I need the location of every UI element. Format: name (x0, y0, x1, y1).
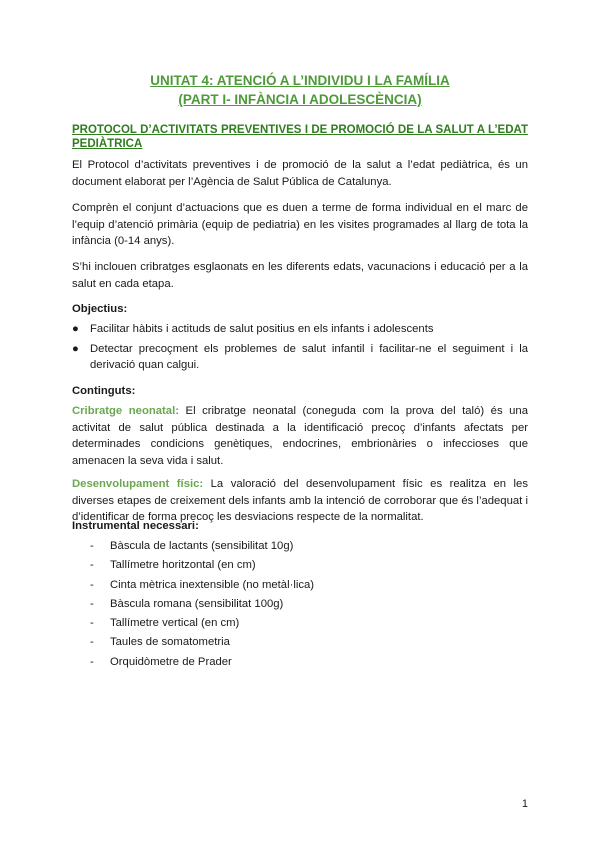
page-number: 1 (521, 798, 528, 810)
list-item-text: Tallímetre vertical (en cm) (110, 617, 240, 630)
cribratge-paragraph (72, 403, 528, 469)
dash-icon: - (90, 597, 94, 610)
continguts-heading: Continguts: (72, 385, 136, 397)
dash-icon: - (90, 540, 94, 552)
list-item (72, 341, 528, 374)
list-item (90, 538, 490, 557)
list-item (72, 321, 528, 338)
list-item-text: Bàscula de lactants (sensibilitat 10g) (110, 540, 294, 552)
list-item-text: Facilitar hàbits i actituds de salut positius en els infants i adolescents (90, 323, 434, 335)
dash-icon: - (90, 636, 94, 649)
desenvolupament-paragraph (72, 476, 528, 526)
dash-icon: - (90, 655, 94, 668)
unit-subtitle: (PART I- INFÀNCIA I ADOLESCÈNCIA) (178, 92, 422, 107)
unit-title: UNITAT 4: ATENCIÓ A L’INDIVIDU I LA FAMÍLIA (150, 73, 450, 88)
instrumental-list (90, 538, 490, 673)
dash-icon: - (90, 559, 94, 572)
list-item (90, 634, 490, 653)
list-item-text: Detectar precoçment els problemes de salut infantil i facilitar-ne el seguiment i la derivació quan calgui. (90, 342, 528, 371)
paragraph: Comprèn el conjunt d’actuacions que es duen a terme de forma individual en el marc de l’equip d’atenció primària (equip de pediatria) en les visites programades al llarg de tota la infància (0-14 anys). (72, 202, 528, 247)
paragraph: El Protocol d’activitats preventives i de promoció de la salut a l’edat pediàtrica, és un document elaborat per l’Agència de Salut Pública de Catalunya. (72, 159, 528, 188)
list-item (90, 615, 490, 634)
cribratge-text: El cribratge neonatal (coneguda com la prova del taló) és una activitat de salut pública destinada a la identificació precoç d’infants afectats per determinades condicions genètiques, endocrines, embrionàries o infeccioses que amenacen la seva vida i salut. (72, 405, 528, 467)
list-item-text: Tallímetre horitzontal (en cm) (110, 559, 256, 572)
cribratge-label: Cribratge neonatal: (72, 405, 179, 417)
section-heading: PROTOCOL D’ACTIVITATS PREVENTIVES I DE PROMOCIÓ DE LA SALUT A L’EDAT PEDIÀTRICA (72, 124, 528, 150)
list-item-text: Cinta mètrica inextensible (no metàl·lica) (110, 578, 315, 591)
list-item-text: Taules de somatometria (110, 636, 230, 649)
bullet-icon: ● (72, 342, 79, 355)
list-item (90, 654, 490, 673)
desenvolupament-label: Desenvolupament físic: (72, 478, 204, 490)
list-item (90, 596, 490, 615)
list-item-text: Orquidòmetre de Prader (110, 655, 232, 668)
objectius-heading: Objectius: (72, 303, 128, 315)
bullet-icon: ● (72, 323, 79, 335)
desenvolupament-text: La valoració del desenvolupament físic es realitza en les diverses etapes de creixement dels infants amb la intenció de corroborar que és l’adequat i d’identificar de forma precoç les desviacions respecte de la normalitat. (72, 478, 528, 523)
list-item-text: Bàscula romana (sensibilitat 100g) (110, 597, 284, 610)
instrumental-heading: Instrumental necessari: (72, 520, 199, 532)
list-item (90, 557, 490, 576)
list-item (90, 577, 490, 596)
objectius-list (72, 321, 528, 377)
dash-icon: - (90, 617, 94, 630)
dash-icon: - (90, 578, 94, 591)
paragraph: S’hi inclouen cribratges esglaonats en les diferents edats, vacunacions i educació per a la salut en cada etapa. (72, 261, 528, 290)
